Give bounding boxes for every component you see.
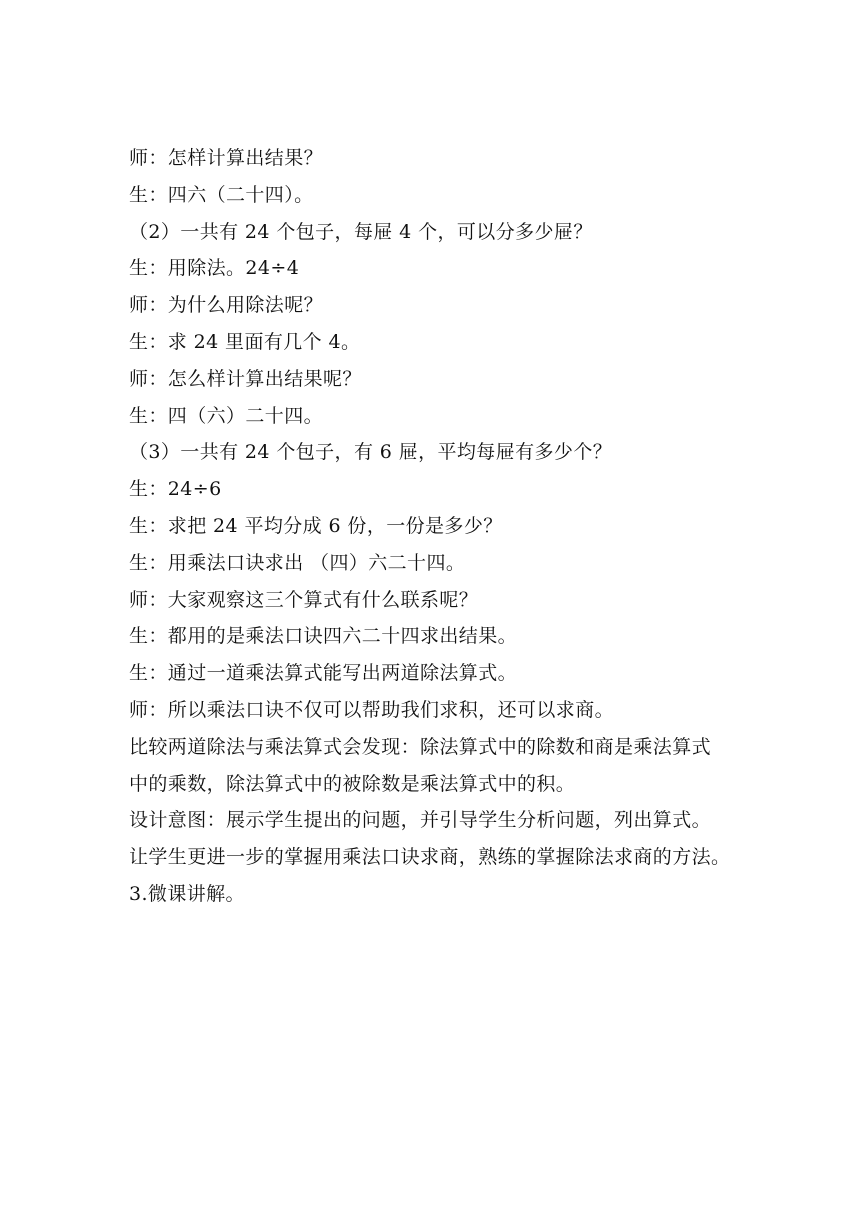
design-intent-line: 设计意图：展示学生提出的问题，并引导学生分析问题，列出算式。 [129,809,712,832]
dialogue-line-teacher: 师：所以乘法口诀不仅可以帮助我们求积，还可以求商。 [129,698,615,721]
dialogue-line-student: 生：四六（二十四）。 [129,183,314,206]
problem-2-statement: （2）一共有 24 个包子，每屉 4 个，可以分多少屉？ [129,220,593,243]
dialogue-line-student: 生：四（六）二十四。 [129,404,324,427]
dialogue-line-teacher: 师：为什么用除法呢？ [129,294,324,317]
dialogue-line-teacher: 师：大家观察这三个算式有什么联系呢？ [129,588,479,611]
dialogue-line-student: 生：24÷6 [129,478,222,501]
comparison-paragraph-line: 中的乘数，除法算式中的被除数是乘法算式中的积。 [129,772,576,795]
dialogue-line-teacher: 师：怎么样计算出结果呢？ [129,367,362,390]
dialogue-line-student: 生：通过一道乘法算式能写出两道除法算式。 [129,662,518,685]
dialogue-line-student: 生：用乘法口诀求出 （四）六二十四。 [129,551,466,574]
problem-3-statement: （3）一共有 24 个包子，有 6 屉，平均每屉有多少个？ [129,441,613,464]
dialogue-line-student: 生：求 24 里面有几个 4。 [129,330,361,353]
dialogue-line-teacher: 师：怎样计算出结果？ [129,147,324,169]
document-body [129,140,749,913]
dialogue-line-student: 生：用除法。24÷4 [129,257,300,280]
design-intent-line: 让学生更进一步的掌握用乘法口诀求商，熟练的掌握除法求商的方法。 [129,846,731,869]
dialogue-line-student: 生：求把 24 平均分成 6 份，一份是多少？ [129,514,503,537]
section-heading: 3.微课讲解。 [129,882,245,905]
comparison-paragraph-line: 比较两道除法与乘法算式会发现：除法算式中的除数和商是乘法算式 [129,735,712,758]
dialogue-line-student: 生：都用的是乘法口诀四六二十四求出结果。 [129,625,518,648]
